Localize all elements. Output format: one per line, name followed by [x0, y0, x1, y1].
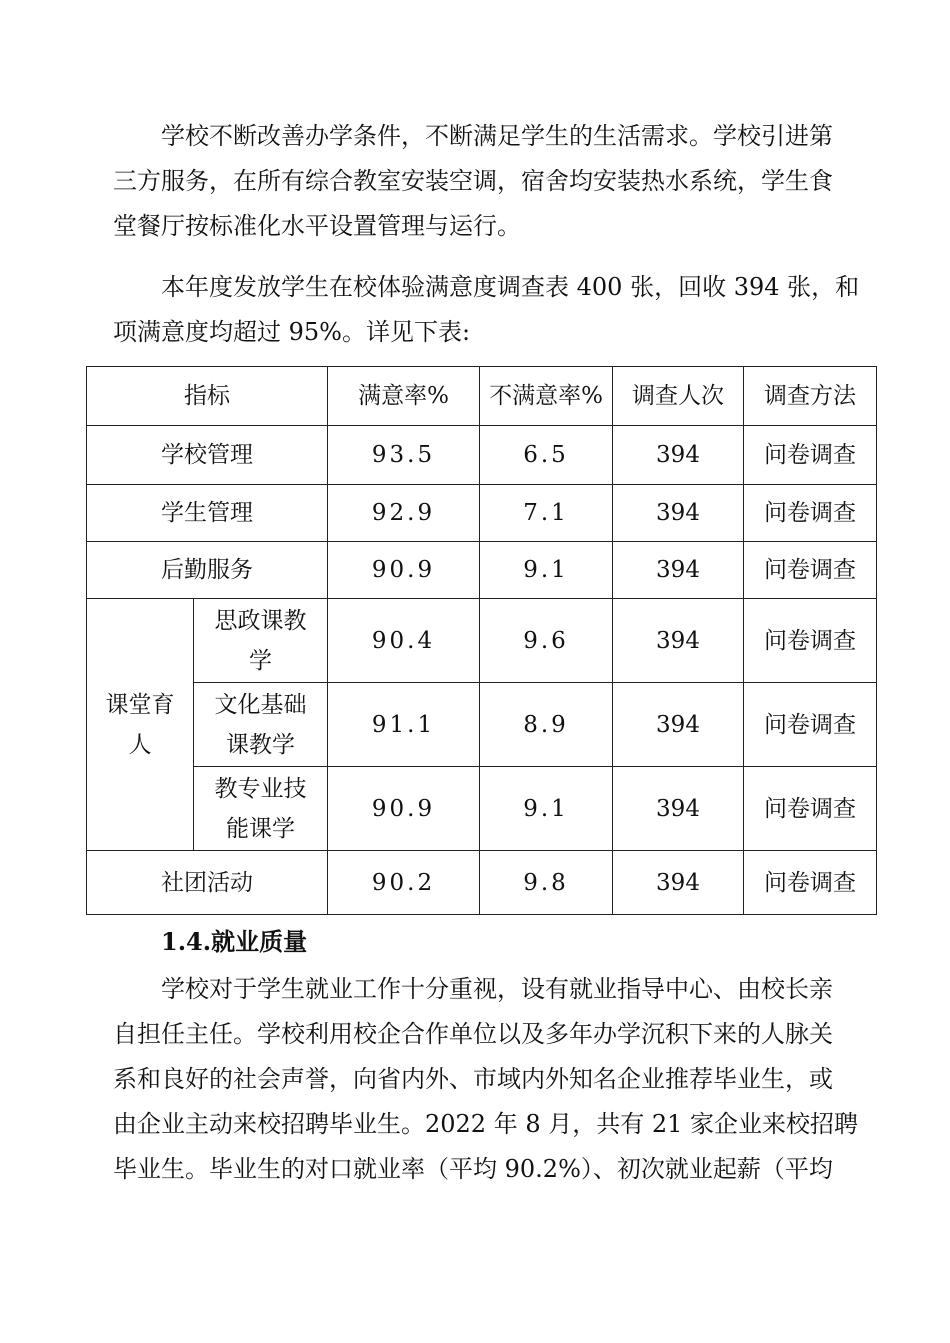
header-dissatisfaction: 不满意率% — [480, 367, 613, 426]
cell-sub-indicator — [194, 683, 328, 767]
cell-method: 问卷调查 — [744, 851, 877, 915]
table-row — [87, 683, 877, 767]
cell-indicator: 后勤服务 — [87, 542, 328, 599]
cell-method: 问卷调查 — [744, 767, 877, 851]
paragraph-employment — [113, 967, 859, 1192]
paragraph-line: 项满意度均超过 95%。详见下表: — [113, 318, 471, 346]
group-label-line: 课堂育 — [105, 691, 175, 718]
cell-respondents: 394 — [613, 851, 744, 915]
cell-respondents: 394 — [613, 426, 744, 485]
cell-indicator: 学校管理 — [87, 426, 328, 485]
cell-sub-indicator — [194, 767, 328, 851]
paragraph-survey-intro — [113, 265, 860, 355]
cell-method: 问卷调查 — [744, 683, 877, 767]
cell-respondents: 394 — [613, 599, 744, 683]
table-row — [87, 851, 877, 915]
cell-sub-indicator — [194, 599, 328, 683]
table-header-row — [87, 367, 877, 426]
cell-group-label — [87, 599, 194, 851]
table-row — [87, 767, 877, 851]
paragraph-line: 堂餐厅按标准化水平设置管理与运行。 — [113, 212, 521, 240]
paragraph-line: 由企业主动来校招聘毕业生。2022 年 8 月，共有 21 家企业来校招聘 — [113, 1110, 859, 1138]
cell-method: 问卷调查 — [744, 542, 877, 599]
cell-respondents: 394 — [613, 542, 744, 599]
sub-indicator-line: 文化基础 — [214, 691, 307, 718]
header-respondents: 调查人次 — [613, 367, 744, 426]
cell-indicator: 学生管理 — [87, 485, 328, 542]
sub-indicator-line: 思政课教 — [214, 607, 307, 634]
cell-satisfaction: 92.9 — [328, 485, 480, 542]
cell-respondents: 394 — [613, 485, 744, 542]
cell-method: 问卷调查 — [744, 485, 877, 542]
sub-indicator-line: 能课学 — [226, 815, 295, 842]
header-method: 调查方法 — [744, 367, 877, 426]
cell-indicator: 社团活动 — [87, 851, 328, 915]
header-satisfaction: 满意率% — [328, 367, 480, 426]
cell-satisfaction: 90.9 — [328, 767, 480, 851]
cell-dissatisfaction: 8.9 — [480, 683, 613, 767]
paragraph-line: 自担任主任。学校利用校企合作单位以及多年办学沉积下来的人脉关 — [113, 1020, 833, 1048]
table-row — [87, 599, 877, 683]
paragraph-line: 本年度发放学生在校体验满意度调查表 400 张，回收 394 张，和 — [161, 273, 860, 301]
cell-satisfaction: 93.5 — [328, 426, 480, 485]
table-row — [87, 542, 877, 599]
cell-dissatisfaction: 7.1 — [480, 485, 613, 542]
cell-satisfaction: 91.1 — [328, 683, 480, 767]
cell-dissatisfaction: 9.1 — [480, 767, 613, 851]
cell-method: 问卷调查 — [744, 426, 877, 485]
section-heading: 1.4.就业质量 — [161, 927, 308, 956]
paragraph-line: 学校对于学生就业工作十分重视，设有就业指导中心、由校长亲 — [161, 975, 833, 1003]
cell-dissatisfaction: 9.1 — [480, 542, 613, 599]
cell-satisfaction: 90.2 — [328, 851, 480, 915]
table-row — [87, 485, 877, 542]
header-indicator: 指标 — [87, 367, 328, 426]
cell-respondents: 394 — [613, 683, 744, 767]
cell-dissatisfaction: 9.6 — [480, 599, 613, 683]
cell-satisfaction: 90.9 — [328, 542, 480, 599]
cell-dissatisfaction: 6.5 — [480, 426, 613, 485]
paragraph-living-conditions — [113, 114, 840, 249]
cell-respondents: 394 — [613, 767, 744, 851]
paragraph-line: 三方服务，在所有综合教室安装空调，宿舍均安装热水系统，学生食 — [113, 167, 833, 195]
sub-indicator-line: 学 — [249, 647, 272, 674]
cell-method: 问卷调查 — [744, 599, 877, 683]
cell-satisfaction: 90.4 — [328, 599, 480, 683]
satisfaction-survey-table — [86, 366, 877, 915]
cell-dissatisfaction: 9.8 — [480, 851, 613, 915]
paragraph-line: 系和良好的社会声誉，向省内外、市域内外知名企业推荐毕业生，或 — [113, 1065, 833, 1093]
group-label-line: 人 — [128, 731, 152, 758]
table-row — [87, 426, 877, 485]
sub-indicator-line: 教专业技 — [214, 775, 307, 802]
paragraph-line: 毕业生。毕业生的对口就业率（平均 90.2%）、初次就业起薪（平均 — [113, 1155, 833, 1183]
sub-indicator-line: 课教学 — [226, 731, 295, 758]
paragraph-line: 学校不断改善办学条件，不断满足学生的生活需求。学校引进第 — [161, 122, 833, 150]
